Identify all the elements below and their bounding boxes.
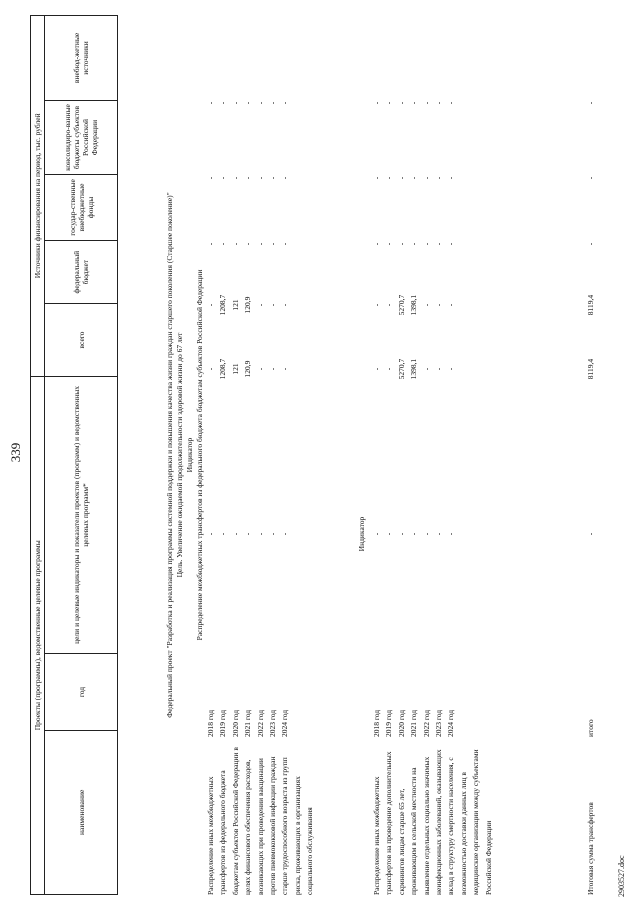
row-indicator: -	[268, 532, 277, 536]
row-indicator: -	[409, 532, 419, 536]
financing-table-header	[30, 15, 118, 895]
row-gos: -	[230, 242, 240, 246]
row-fed: -	[446, 303, 456, 307]
col-fed-header: федеральный бюджет	[45, 240, 118, 304]
row-indicator: -	[384, 532, 394, 536]
row-gos: -	[421, 242, 431, 246]
projects-group-header: Проекты (программы), ведомственные целевые программы	[31, 376, 45, 894]
row-total: -	[421, 367, 431, 371]
row-kons: -	[434, 176, 443, 180]
row-total: 1398,1	[409, 358, 419, 380]
row-indicator: -	[243, 532, 253, 536]
row-gos: -	[206, 242, 215, 246]
page-number: 339	[8, 442, 23, 463]
row-kons: -	[230, 176, 240, 180]
total-year: итого	[586, 719, 595, 737]
row-kons: -	[218, 176, 228, 180]
row-vne: -	[243, 101, 253, 105]
row-indicator: -	[206, 532, 215, 536]
col-vne-header: внебюд-жетные источники	[45, 16, 118, 101]
col-kons-header: консолидиро-ванные бюджеты субъектов Российской Федерации	[45, 100, 118, 174]
total-all: 8119,4	[586, 358, 595, 380]
row-kons: -	[396, 176, 406, 180]
row-year: 2018 год	[372, 709, 381, 737]
row-gos: -	[396, 242, 406, 246]
row-kons: -	[384, 176, 394, 180]
row-indicator: -	[421, 532, 431, 536]
row-gos: -	[434, 242, 443, 246]
row-year: 2019 год	[218, 709, 228, 737]
row-total: -	[206, 367, 215, 371]
row-fed: -	[206, 303, 215, 307]
row-indicator: -	[434, 532, 443, 536]
row-kons: -	[421, 176, 431, 180]
row-vne: -	[206, 101, 215, 105]
row-gos: -	[218, 242, 228, 246]
row-vne: -	[409, 101, 419, 105]
row-total: -	[384, 367, 394, 371]
row-total: -	[446, 367, 456, 371]
total-kons: -	[586, 176, 595, 180]
row-fed: 1208,7	[218, 294, 228, 316]
row-gos: -	[384, 242, 394, 246]
row-kons: -	[255, 176, 265, 180]
row-year: 2020 год	[396, 709, 406, 737]
row-year: 2024 год	[446, 709, 456, 737]
row-fed: -	[434, 303, 443, 307]
row-vne: -	[230, 101, 240, 105]
row-vne: -	[434, 101, 443, 105]
row-vne: -	[218, 101, 228, 105]
row-fed: -	[255, 303, 265, 307]
row-gos: -	[280, 242, 290, 246]
row-fed: 120,9	[243, 296, 253, 314]
row-vne: -	[396, 101, 406, 105]
col-name-header: наименование	[45, 730, 118, 894]
row-gos: -	[372, 242, 381, 246]
row-fed: 121	[230, 299, 240, 311]
col-year-header: год	[45, 654, 118, 730]
project-goal: Цель. Увеличение ожидаемой продолжительности здоровой жизни до 67 лет	[175, 332, 185, 578]
row-year: 2024 год	[280, 709, 290, 737]
row-year: 2022 год	[255, 709, 265, 737]
row-indicator: -	[446, 532, 456, 536]
row-vne: -	[255, 101, 265, 105]
col-gos-header: государ-ственные внебюджетные фонды	[45, 175, 118, 241]
total-indicator: -	[586, 532, 595, 536]
total-name: Итоговая сумма трансфертов	[586, 802, 595, 895]
project-subtitle: Распределение межбюджетных трансфертов из федерального бюджета бюджетам субъектов Российской Федерации	[195, 269, 205, 641]
document-id: 2903527.doc	[617, 855, 626, 897]
project-title: Федеральный проект "Разработка и реализация программы системной поддержки и повышения качества жизни граждан старшего поколения (Старшее поколение)"	[165, 192, 174, 718]
row-gos: -	[446, 242, 456, 246]
row-indicator: -	[372, 532, 381, 536]
row-fed: 1398,1	[409, 294, 419, 316]
row-year: 2022 год	[421, 709, 431, 737]
row-gos: -	[268, 242, 277, 246]
row-vne: -	[421, 101, 431, 105]
row-fed: -	[280, 303, 290, 307]
row-gos: -	[243, 242, 253, 246]
row-indicator: -	[218, 532, 228, 536]
row-kons: -	[243, 176, 253, 180]
total-vne: -	[586, 101, 595, 105]
row-fed: -	[421, 303, 431, 307]
row-indicator: -	[255, 532, 265, 536]
row-vne: -	[280, 101, 290, 105]
row-total: -	[280, 367, 290, 371]
row-total: 5270,7	[396, 358, 406, 380]
row-gos: -	[255, 242, 265, 246]
total-fed: 8119,4	[586, 294, 595, 316]
row-year: 2023 год	[434, 709, 443, 737]
row-kons: -	[409, 176, 419, 180]
row-year: 2021 год	[409, 709, 419, 737]
col-total-header: всего	[45, 304, 118, 376]
row-year: 2019 год	[384, 709, 394, 737]
block-name: Распределение иных межбюджетных трансфертов из федерального бюджета бюджетам субъектов Российской Федерации в целях финансового обеспечения расходов, возникающих при проведении вакцинации против пневмококковой инфекции граждан старше трудоспособного возраста из групп риска, проживающих в организациях социального обслуживания	[206, 747, 315, 895]
row-fed: -	[268, 303, 277, 307]
row-vne: -	[372, 101, 381, 105]
row-total: -	[372, 367, 381, 371]
row-gos: -	[409, 242, 419, 246]
row-indicator: -	[396, 532, 406, 536]
block-name: Распределение иных межбюджетных трансфертов на проведение дополнительных скринингов лицам старше 65 лет, проживающим в сельской местности на выявление отдельных социально значимых неинфекционных заболеваний, оказывающих вклад в структуру смертности населения, с возможностью доставки данных лиц в медицинские организации между субъектами Российской Федерации	[372, 749, 493, 895]
row-kons: -	[372, 176, 381, 180]
row-vne: -	[446, 101, 456, 105]
row-indicator: -	[230, 532, 240, 536]
row-year: 2023 год	[268, 709, 277, 737]
row-total: 121	[230, 363, 240, 375]
col-goals-header: цели и целевые индикаторы и показатели проектов (программ) и ведомственных целевых программ*	[45, 376, 118, 654]
row-kons: -	[280, 176, 290, 180]
row-vne: -	[384, 101, 394, 105]
row-kons: -	[446, 176, 456, 180]
project-heading	[165, 15, 206, 895]
row-total: 1208,7	[218, 358, 228, 380]
project-indicator-label: Индикатор	[185, 437, 195, 473]
row-total: -	[255, 367, 265, 371]
row-vne: -	[268, 101, 277, 105]
row-year: 2018 год	[206, 709, 215, 737]
sources-group-header: Источники финансирования на период, тыс. рублей	[31, 16, 45, 377]
row-fed: -	[372, 303, 381, 307]
row-year: 2020 год	[230, 709, 240, 737]
row-total: -	[434, 367, 443, 371]
row-year: 2021 год	[243, 709, 253, 737]
row-fed: 5270,7	[396, 294, 406, 316]
row-total: 120,9	[243, 360, 253, 378]
indicator-label: Индикатор	[357, 516, 366, 552]
row-indicator: -	[280, 532, 290, 536]
total-gos: -	[586, 242, 595, 246]
row-total: -	[268, 367, 277, 371]
row-kons: -	[268, 176, 277, 180]
row-fed: -	[384, 303, 394, 307]
row-kons: -	[206, 176, 215, 180]
